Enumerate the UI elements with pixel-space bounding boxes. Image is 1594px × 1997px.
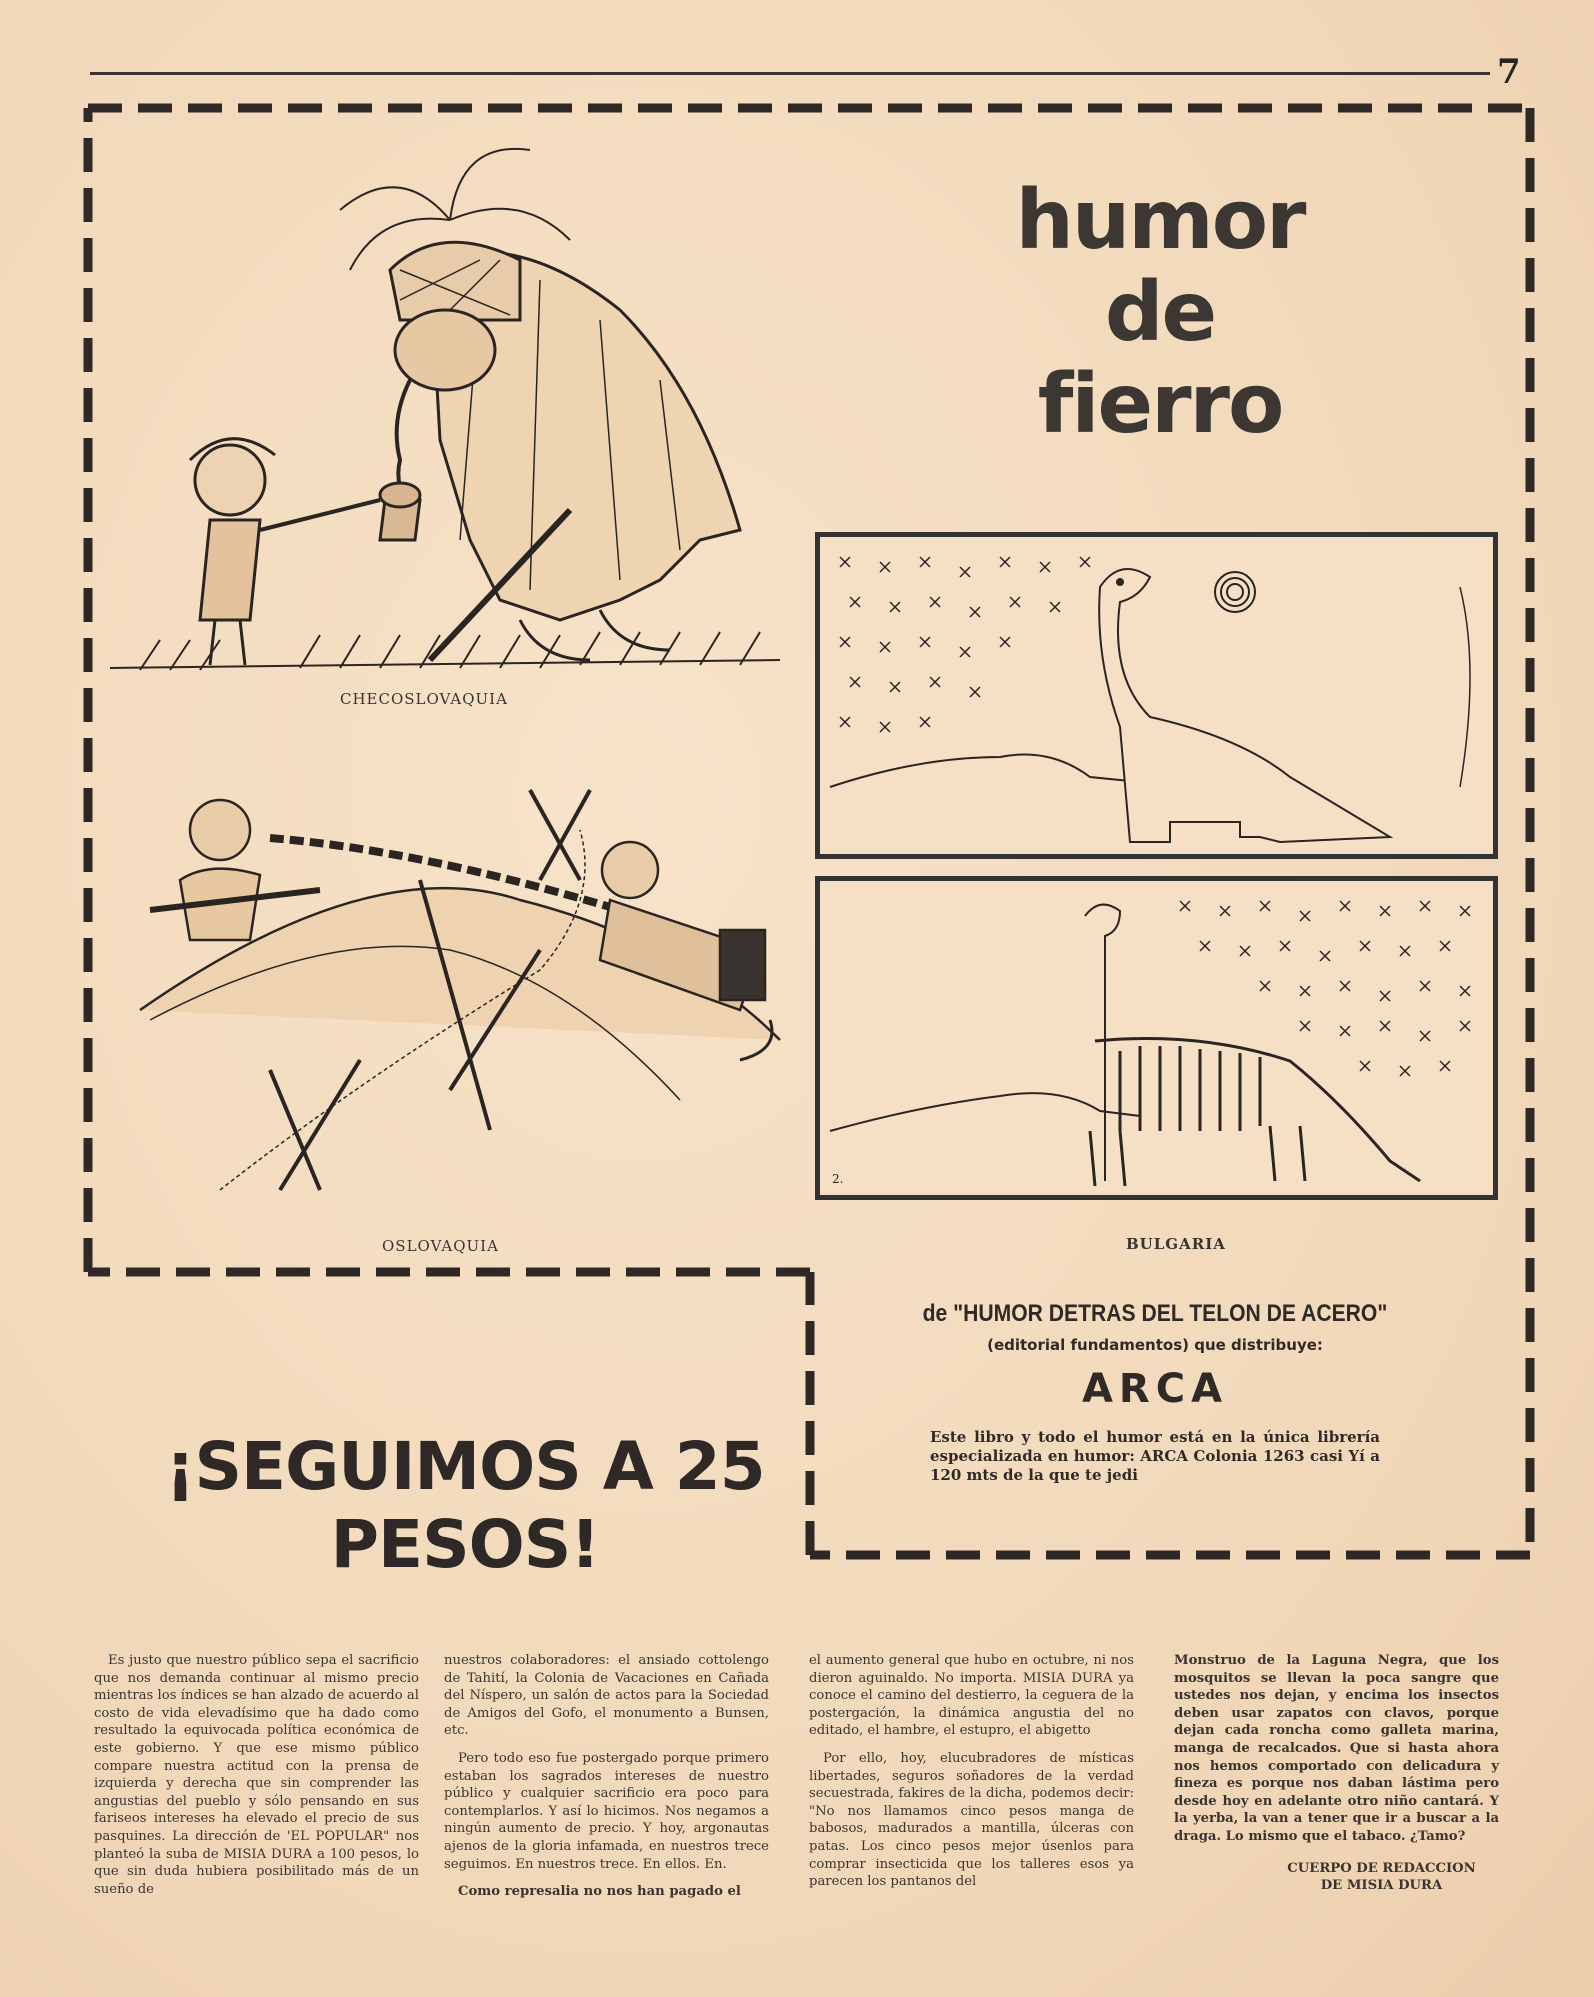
headline — [135, 1428, 795, 1584]
caption-checoslovaquia: CHECOSLOVAQUIA — [340, 690, 508, 708]
col3-paragraph-2: Por ello, hoy, elucubradores de místicas libertades, seguros soñadores de la verdad secuestrada, fakires de la dicha, podemos decir: "No nos llamamos cinco pesos manga de babosos, madurados a mantilla, úlceras con patas. Los cinco pesos mejor úsenlos para comprar insecticida que los talleres esos ya parecen los pantanos del — [809, 1750, 1134, 1890]
col4-paragraph-1: Monstruo de la Laguna Negra, que los mosquitos se llevan la poca sangre que ustedes nos dejan, y encima los insectos deben usar zapatos con clavos, porque dejan cada roncha como galleta marina, manga de recalcados. Que si hasta ahora nos hemos comportado con delicadura y fineza es porque nos daban lástima pero desde hoy en adelante otro niño cantará. Y la yerba, la van a tener que ir a buscar a la draga. Lo mismo que el tabaco. ¿Tamo? — [1174, 1653, 1499, 1844]
panel-skeleton — [815, 876, 1498, 1200]
headline-line2: PESOS! — [330, 1506, 600, 1583]
book-title: de "HUMOR DETRAS DEL TELON DE ACERO" — [922, 1300, 1388, 1327]
col3-paragraph-1: el aumento general que hubo en octubre, ni nos dieron aguinaldo. No importa. MISIA DURA ya conoce el camino del destierro, la ceguera de la postergación, la dinámica angustia del no editado, el hambre, el estupro, el abigetto — [809, 1653, 1134, 1739]
article-column-3 — [809, 1652, 1134, 1901]
col2-paragraph-1: nuestros colaboradores: el ansiado cottolengo de Tahití, la Colonia de Vacaciones en Cañada del Níspero, un salón de actos para la Sociedad de Amigos del Gofo, el monumento a Bunsen, etc. — [444, 1653, 769, 1739]
article-body — [94, 1652, 1514, 1912]
skeleton-drawing — [820, 881, 1493, 1195]
title-line-humor: humor — [1015, 173, 1305, 268]
bookstore-description: Este libro y todo el humor está en la única librería especializada en humor: ARCA Colonia 1263 casi Yí a 120 mts de la que te jedi — [930, 1428, 1380, 1484]
col2-paragraph-2: Pero todo eso fue postergado porque primero estaban los sagrados intereses de nuestro público y cualquier sacrificio era poco para contemplarlos. Y así lo hicimos. Nos negamos a ningún aumento de precio. Y hoy, argonautas ajenos de la gloria infamada, en nuestros trece seguimos. En nuestros trece. En ellos. En. — [444, 1750, 769, 1872]
article-column-4 — [1174, 1652, 1499, 1894]
distributor-line: (editorial fundamentos) que distribuye: — [987, 1336, 1323, 1354]
headline-line1: ¡SEGUIMOS A 25 — [165, 1428, 765, 1505]
section-title — [1010, 175, 1310, 451]
caption-coslovaquia: OSLOVAQUIA — [382, 1237, 499, 1255]
caption-bulgaria: BULGARIA — [1126, 1235, 1226, 1253]
col1-paragraph-1: Es justo que nuestro público sepa el sacrificio que nos demanda continuar al mismo precio mientras los índices se han alzado de acuerdo al costo de vida elevadísimo que ha dado como resultado la equivocada política económica de este gobierno. Y que ese mismo público compare nuestra actitud con la prensa de izquierda y derecha que sin comprender las angustias del pueblo y sólo pensando en sus fariseos intereses ha elevado el precio de sus pasquines. La dirección de 'EL POPULAR" nos planteó la suba de MISIA DURA a 100 pesos, lo que sin duda hubiera posibilitado más de un sueño de — [94, 1653, 419, 1897]
article-column-1 — [94, 1652, 419, 1908]
col2-paragraph-3: Como represalia no nos han pagado el — [458, 1884, 741, 1900]
signature — [1174, 1860, 1499, 1894]
signature-line-2: DE MISIA DURA — [1320, 1877, 1443, 1893]
signature-line-1: CUERPO DE REDACCION — [1287, 1860, 1476, 1876]
cartoon-checoslovaquia — [100, 120, 800, 680]
title-line-de: de — [1104, 265, 1216, 360]
cartoon-barbed-wire — [120, 770, 800, 1210]
title-line-fierro: fierro — [1037, 357, 1283, 452]
panel-dinosaur — [815, 532, 1498, 859]
publisher-name: ARCA — [1081, 1366, 1229, 1412]
page-number: 7 — [1497, 52, 1521, 92]
source-credit — [830, 1300, 1480, 1485]
dinosaur-drawing — [820, 537, 1493, 854]
article-column-2 — [444, 1652, 769, 1911]
panel-number: 2. — [832, 1172, 844, 1186]
